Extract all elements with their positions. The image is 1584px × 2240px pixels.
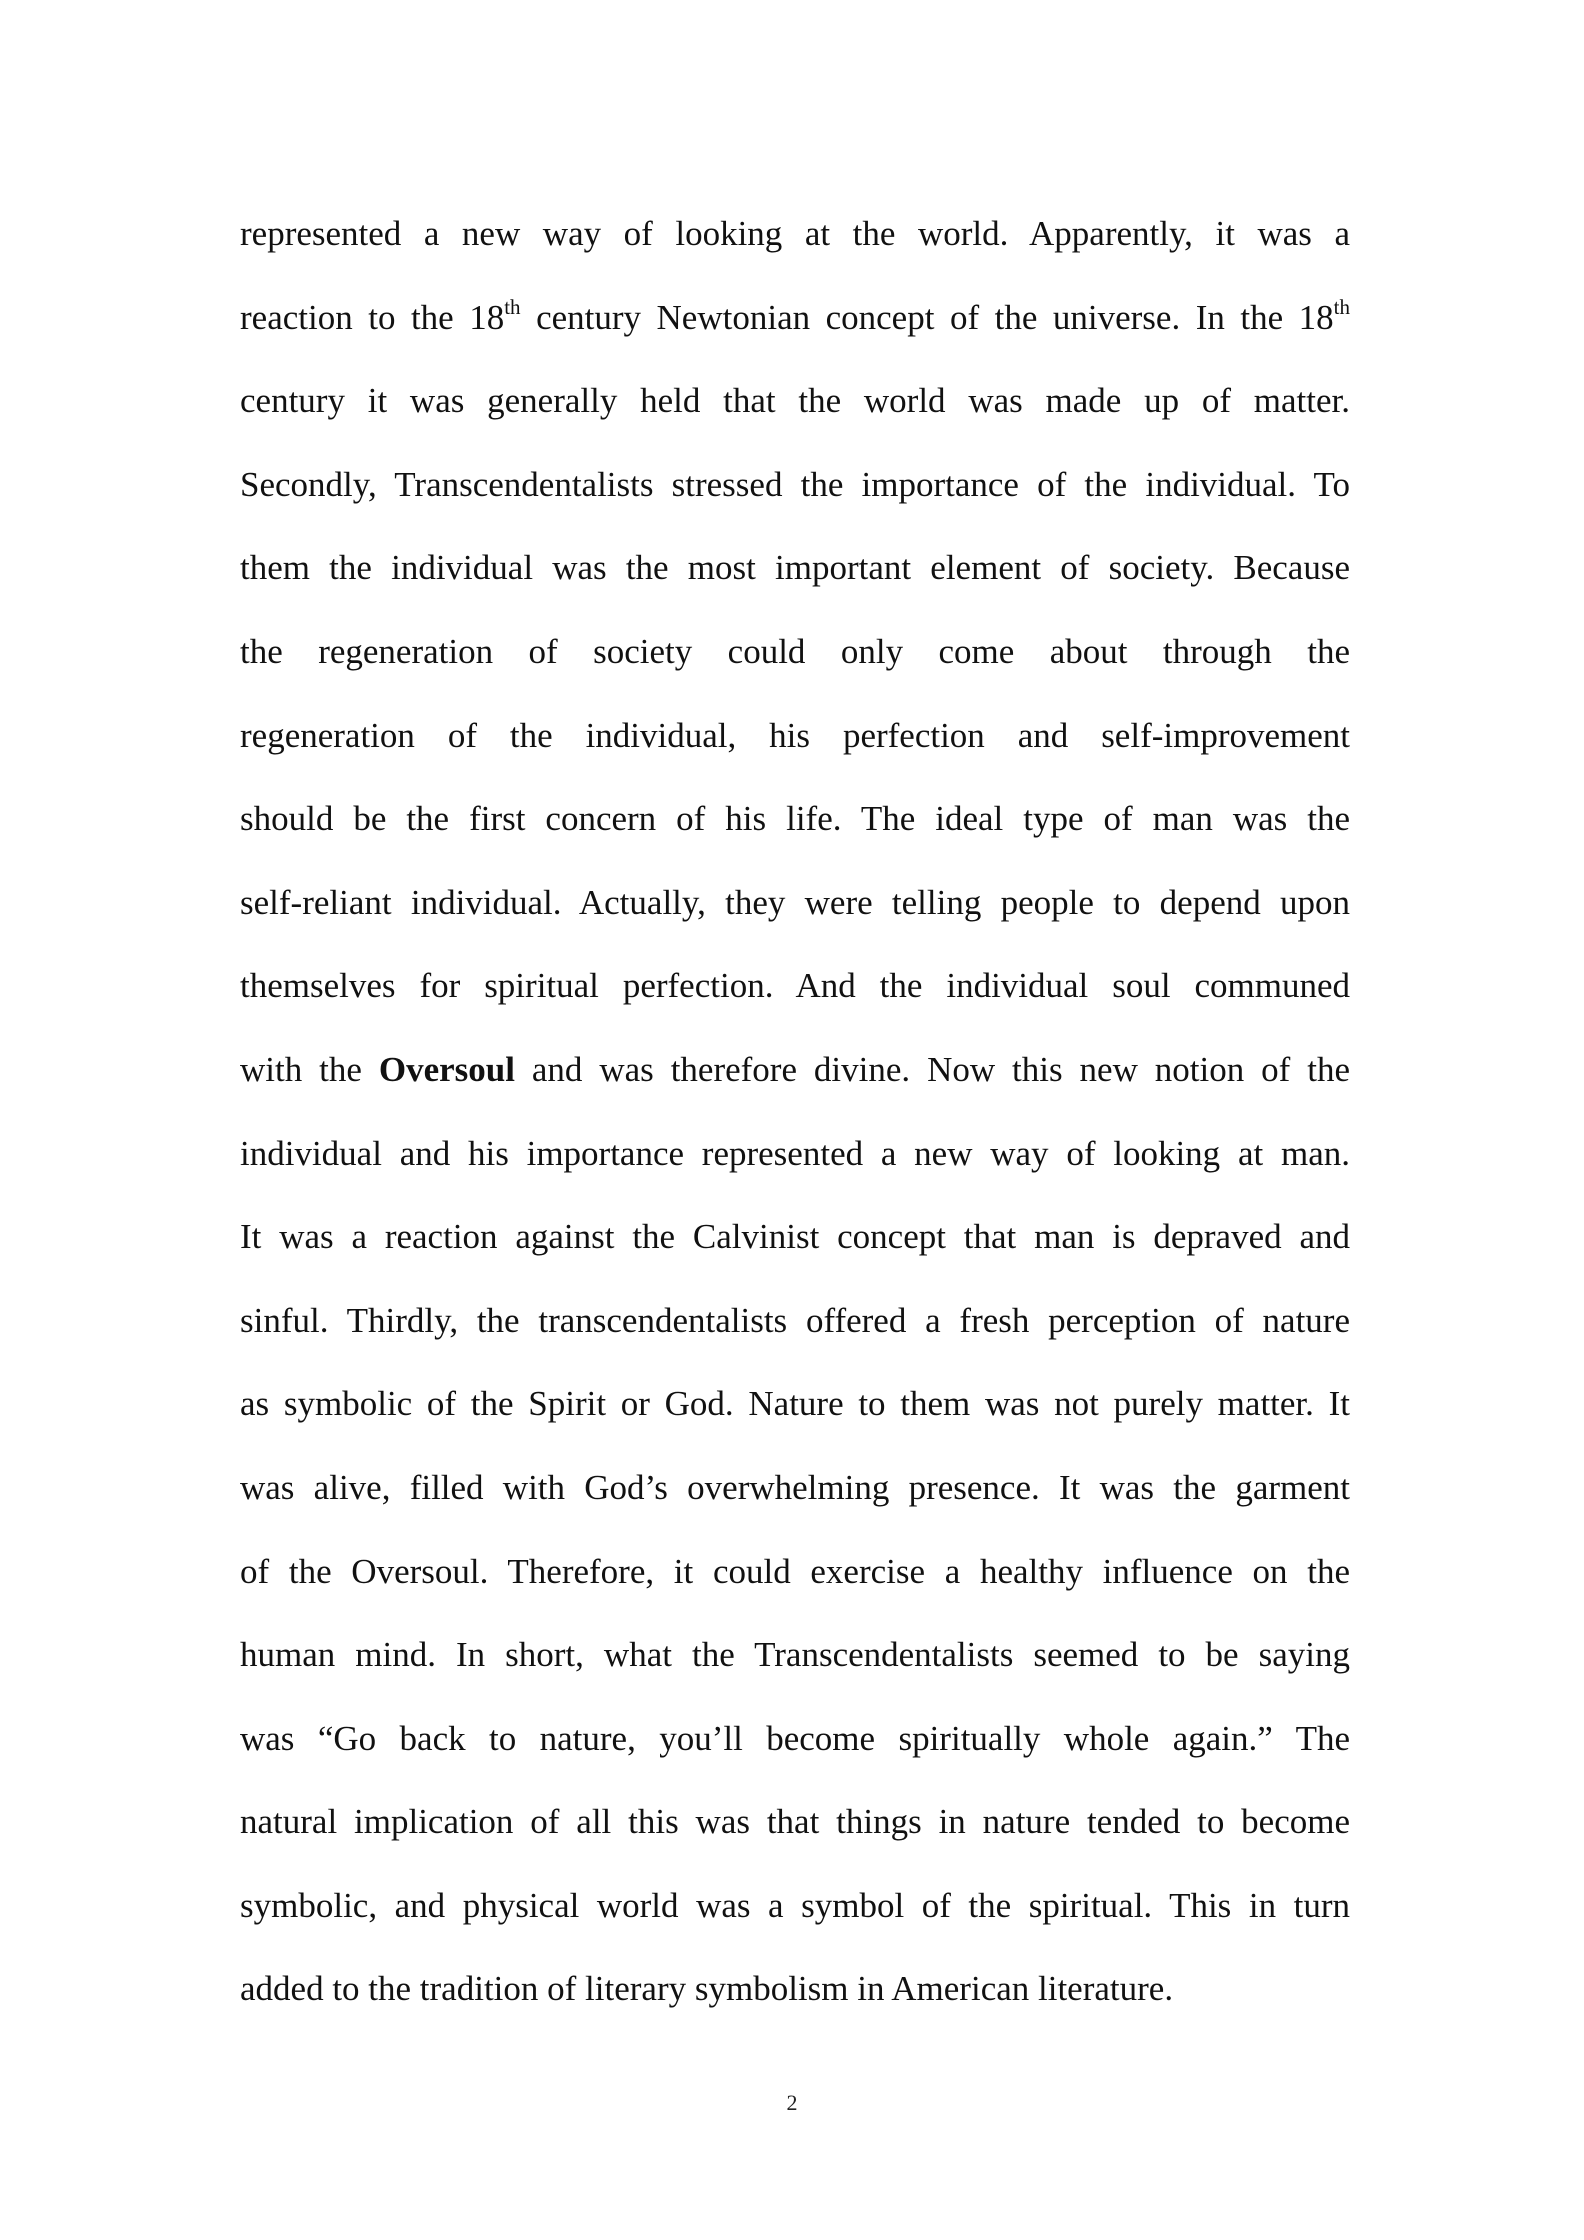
text-line-15: as symbolic of the Spirit or God. Nature to them was not purely matter. It — [240, 1384, 1350, 1424]
text-line-18: human mind. In short, what the Transcendentalists seemed to be saying — [240, 1635, 1350, 1675]
text-line-5: them the individual was the most important element of society. Because — [240, 548, 1350, 588]
text-line-4: Secondly, Transcendentalists stressed the importance of the individual. To — [240, 464, 1350, 504]
text-line-11: with the Oversoul and was therefore divine. Now this new notion of the — [240, 1049, 1350, 1089]
text-line-16: was alive, filled with God’s overwhelming presence. It was the garment — [240, 1467, 1350, 1507]
text-line-20: natural implication of all this was that things in nature tended to become — [240, 1802, 1350, 1842]
oversoul-term: Oversoul — [378, 1049, 515, 1089]
text-line-1: represented a new way of looking at the world. Apparently, it was a — [240, 214, 1350, 253]
text-line-2: reaction to the 18th century Newtonian concept of the universe. In the 18th — [240, 294, 1350, 337]
text-line-12: individual and his importance represented a new way of looking at man. — [240, 1133, 1350, 1173]
text-line-14: sinful. Thirdly, the transcendentalists offered a fresh perception of nature — [240, 1300, 1350, 1340]
text-line-8: should be the first concern of his life. The ideal type of man was the — [240, 799, 1350, 839]
text-line-19: was “Go back to nature, you’ll become spiritually whole again.” The — [240, 1718, 1350, 1758]
text-line-10: themselves for spiritual perfection. And the individual soul communed — [240, 966, 1350, 1006]
body-paragraph — [240, 200, 1350, 2039]
text-line-21: symbolic, and physical world was a symbol of the spiritual. This in turn — [240, 1885, 1350, 1925]
text-line-3: century it was generally held that the world was made up of matter. — [240, 381, 1350, 421]
text-line-22: added to the tradition of literary symbolism in American literature. — [240, 1969, 1174, 2009]
text-line-7: regeneration of the individual, his perfection and self-improvement — [240, 715, 1350, 755]
text-line-9: self-reliant individual. Actually, they were telling people to depend upon — [240, 882, 1350, 922]
text-line-17: of the Oversoul. Therefore, it could exercise a healthy influence on the — [240, 1551, 1350, 1591]
superscript-th: th — [504, 294, 521, 319]
superscript-th: th — [1333, 294, 1350, 319]
page-number: 2 — [786, 2090, 798, 2115]
text-line-13: It was a reaction against the Calvinist concept that man is depraved and — [240, 1217, 1350, 1257]
text-line-6: the regeneration of society could only come about through the — [240, 631, 1350, 671]
